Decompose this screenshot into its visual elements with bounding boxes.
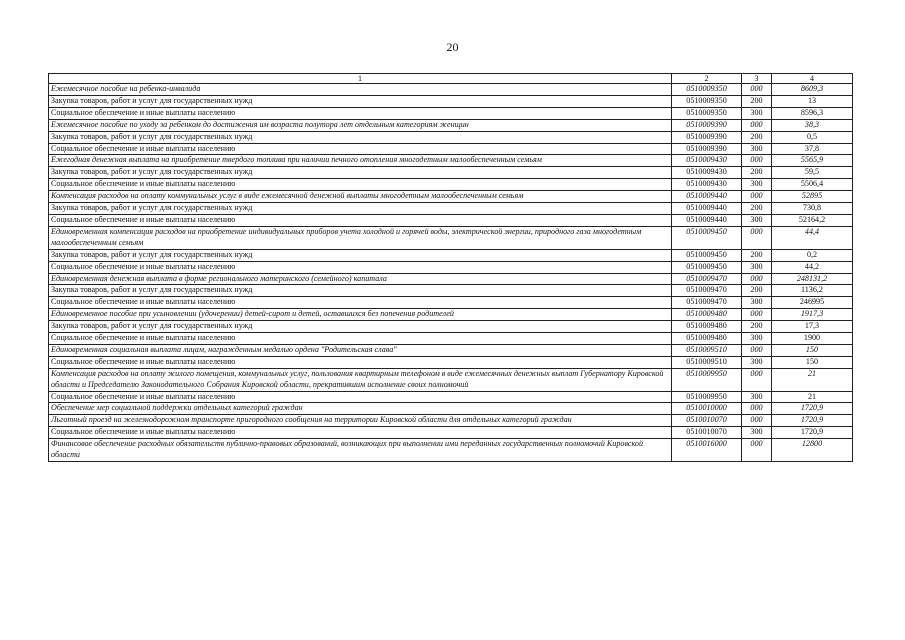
row-name-cell: Единовременная социальная выплата лицам, награжденным медалью ордена "Родительская слава" bbox=[49, 344, 672, 356]
row-code-cell: 0510010070 bbox=[672, 415, 742, 427]
table-row bbox=[49, 368, 853, 391]
row-type-cell: 000 bbox=[742, 439, 772, 462]
table-row bbox=[49, 143, 853, 155]
row-amount-cell: 37,8 bbox=[772, 143, 853, 155]
row-code-cell: 0510009470 bbox=[672, 285, 742, 297]
row-amount-cell: 1136,2 bbox=[772, 285, 853, 297]
row-amount-cell: 0,5 bbox=[772, 131, 853, 143]
row-name-cell: Ежемесячное пособие по уходу за ребенком до достижения им возраста полутора лет отдельным категориям женщин bbox=[49, 119, 672, 131]
table-row bbox=[49, 403, 853, 415]
row-amount-cell: 52895 bbox=[772, 191, 853, 203]
row-name-cell: Закупка товаров, работ и услуг для государственных нужд bbox=[49, 131, 672, 143]
row-code-cell: 0510009350 bbox=[672, 107, 742, 119]
table-row bbox=[49, 191, 853, 203]
row-type-cell: 000 bbox=[742, 119, 772, 131]
row-name-cell: Социальное обеспечение и иные выплаты населению bbox=[49, 333, 672, 345]
row-amount-cell: 1900 bbox=[772, 333, 853, 345]
row-code-cell: 0510009450 bbox=[672, 249, 742, 261]
row-amount-cell: 0,2 bbox=[772, 249, 853, 261]
table-row bbox=[49, 321, 853, 333]
row-amount-cell: 38,3 bbox=[772, 119, 853, 131]
row-type-cell: 000 bbox=[742, 155, 772, 167]
row-code-cell: 0510009440 bbox=[672, 203, 742, 215]
table-row bbox=[49, 155, 853, 167]
row-name-cell: Финансовое обеспечение расходных обязательств публично-правовых образований, возникающих при выполнении ими переданных государственных полномочий Кировской области bbox=[49, 439, 672, 462]
row-name-cell: Льготный проезд на железнодорожном транспорте пригородного сообщения на территории Кировской области для отдельных категорий граждан bbox=[49, 415, 672, 427]
row-type-cell: 300 bbox=[742, 391, 772, 403]
row-type-cell: 000 bbox=[742, 84, 772, 96]
row-code-cell: 0510009430 bbox=[672, 167, 742, 179]
row-name-cell: Социальное обеспечение и иные выплаты населению bbox=[49, 261, 672, 273]
row-name-cell: Социальное обеспечение и иные выплаты населению bbox=[49, 214, 672, 226]
row-name-cell: Социальное обеспечение и иные выплаты населению bbox=[49, 143, 672, 155]
row-type-cell: 300 bbox=[742, 261, 772, 273]
table-row bbox=[49, 309, 853, 321]
row-name-cell: Обеспечение мер социальной поддержки отдельных категорий граждан bbox=[49, 403, 672, 415]
header-cell: 1 bbox=[49, 74, 672, 84]
table-row bbox=[49, 356, 853, 368]
row-code-cell: 0510009470 bbox=[672, 297, 742, 309]
row-amount-cell: 13 bbox=[772, 95, 853, 107]
table-row bbox=[49, 391, 853, 403]
row-type-cell: 000 bbox=[742, 309, 772, 321]
row-code-cell: 0510009390 bbox=[672, 131, 742, 143]
row-amount-cell: 21 bbox=[772, 391, 853, 403]
row-amount-cell: 12800 bbox=[772, 439, 853, 462]
row-code-cell: 0510009390 bbox=[672, 143, 742, 155]
row-type-cell: 300 bbox=[742, 356, 772, 368]
row-type-cell: 300 bbox=[742, 333, 772, 345]
row-amount-cell: 248131,2 bbox=[772, 273, 853, 285]
row-type-cell: 200 bbox=[742, 203, 772, 215]
row-type-cell: 000 bbox=[742, 415, 772, 427]
row-amount-cell: 1720,9 bbox=[772, 403, 853, 415]
row-type-cell: 300 bbox=[742, 107, 772, 119]
row-amount-cell: 52164,2 bbox=[772, 214, 853, 226]
table-row bbox=[49, 273, 853, 285]
row-amount-cell: 59,5 bbox=[772, 167, 853, 179]
row-code-cell: 0510009440 bbox=[672, 191, 742, 203]
row-amount-cell: 1917,3 bbox=[772, 309, 853, 321]
row-code-cell: 0510009950 bbox=[672, 391, 742, 403]
row-type-cell: 300 bbox=[742, 214, 772, 226]
row-amount-cell: 5506,4 bbox=[772, 179, 853, 191]
row-code-cell: 0510009480 bbox=[672, 309, 742, 321]
page-number: 20 bbox=[446, 40, 459, 54]
table-row bbox=[49, 344, 853, 356]
row-name-cell: Единовременная компенсация расходов на приобретение индивидуальных приборов учета холодной и горячей воды, электрической энергии, природного газа многодетным малообеспеченным семьям bbox=[49, 226, 672, 249]
row-amount-cell: 44,2 bbox=[772, 261, 853, 273]
table-row bbox=[49, 333, 853, 345]
table-row bbox=[49, 297, 853, 309]
table-row bbox=[49, 427, 853, 439]
row-amount-cell: 150 bbox=[772, 344, 853, 356]
row-amount-cell: 246995 bbox=[772, 297, 853, 309]
table-row bbox=[49, 415, 853, 427]
row-type-cell: 200 bbox=[742, 249, 772, 261]
row-name-cell: Социальное обеспечение и иные выплаты населению bbox=[49, 297, 672, 309]
row-code-cell: 0510009430 bbox=[672, 155, 742, 167]
row-amount-cell: 5565,9 bbox=[772, 155, 853, 167]
row-code-cell: 0510009430 bbox=[672, 179, 742, 191]
row-name-cell: Закупка товаров, работ и услуг для государственных нужд bbox=[49, 249, 672, 261]
row-name-cell: Единовременное пособие при усыновлении (удочерении) детей-сирот и детей, оставшихся без попечения родителей bbox=[49, 309, 672, 321]
row-name-cell: Ежемесячное пособие на ребенка-инвалида bbox=[49, 84, 672, 96]
row-name-cell: Закупка товаров, работ и услуг для государственных нужд bbox=[49, 167, 672, 179]
table-row bbox=[49, 214, 853, 226]
row-name-cell: Закупка товаров, работ и услуг для государственных нужд bbox=[49, 321, 672, 333]
row-amount-cell: 150 bbox=[772, 356, 853, 368]
row-code-cell: 0510009350 bbox=[672, 95, 742, 107]
row-amount-cell: 21 bbox=[772, 368, 853, 391]
row-code-cell: 0510009480 bbox=[672, 321, 742, 333]
row-code-cell: 0510016000 bbox=[672, 439, 742, 462]
row-code-cell: 0510009350 bbox=[672, 84, 742, 96]
row-name-cell: Закупка товаров, работ и услуг для государственных нужд bbox=[49, 285, 672, 297]
table-row bbox=[49, 84, 853, 96]
row-name-cell: Социальное обеспечение и иные выплаты населению bbox=[49, 356, 672, 368]
row-type-cell: 000 bbox=[742, 344, 772, 356]
row-type-cell: 300 bbox=[742, 427, 772, 439]
table-row bbox=[49, 285, 853, 297]
table-row bbox=[49, 179, 853, 191]
header-cell: 2 bbox=[672, 74, 742, 84]
row-name-cell: Социальное обеспечение и иные выплаты населению bbox=[49, 179, 672, 191]
row-type-cell: 300 bbox=[742, 297, 772, 309]
row-amount-cell: 730,8 bbox=[772, 203, 853, 215]
row-code-cell: 0510010070 bbox=[672, 427, 742, 439]
row-type-cell: 200 bbox=[742, 167, 772, 179]
row-amount-cell: 1720,9 bbox=[772, 415, 853, 427]
table-row bbox=[49, 261, 853, 273]
row-name-cell: Компенсация расходов на оплату коммунальных услуг в виде ежемесячной денежной выплаты многодетным малообеспеченным семьям bbox=[49, 191, 672, 203]
row-name-cell: Социальное обеспечение и иные выплаты населению bbox=[49, 107, 672, 119]
row-amount-cell: 8609,3 bbox=[772, 84, 853, 96]
row-name-cell: Закупка товаров, работ и услуг для государственных нужд bbox=[49, 203, 672, 215]
row-type-cell: 200 bbox=[742, 285, 772, 297]
row-type-cell: 000 bbox=[742, 273, 772, 285]
row-type-cell: 300 bbox=[742, 143, 772, 155]
row-code-cell: 0510009470 bbox=[672, 273, 742, 285]
table-row bbox=[49, 119, 853, 131]
row-code-cell: 0510009390 bbox=[672, 119, 742, 131]
row-name-cell: Единовременная денежная выплата в форме регионального материнского (семейного) капитала bbox=[49, 273, 672, 285]
row-type-cell: 200 bbox=[742, 131, 772, 143]
table-row bbox=[49, 131, 853, 143]
row-code-cell: 0510009480 bbox=[672, 333, 742, 345]
row-amount-cell: 44,4 bbox=[772, 226, 853, 249]
table-row bbox=[49, 439, 853, 462]
row-amount-cell: 1720,9 bbox=[772, 427, 853, 439]
row-name-cell: Компенсация расходов на оплату жилого помещения, коммунальных услуг, пользования квартирным телефоном в виде ежемесячных денежных выплат Губернатору Кировской области и Председателю Законодательного Собрания Кировской области, прекратившим исполнение своих полномочий bbox=[49, 368, 672, 391]
row-code-cell: 0510009950 bbox=[672, 368, 742, 391]
table-row bbox=[49, 203, 853, 215]
row-code-cell: 0510009450 bbox=[672, 226, 742, 249]
table-header-row bbox=[49, 74, 853, 84]
row-type-cell: 000 bbox=[742, 368, 772, 391]
table-row bbox=[49, 249, 853, 261]
row-name-cell: Социальное обеспечение и иные выплаты населению bbox=[49, 427, 672, 439]
row-name-cell: Ежегодная денежная выплата на приобретение твердого топлива при наличии печного отопления многодетным малообеспеченным семьям bbox=[49, 155, 672, 167]
header-cell: 4 bbox=[772, 74, 853, 84]
row-code-cell: 0510009450 bbox=[672, 261, 742, 273]
row-code-cell: 0510009510 bbox=[672, 344, 742, 356]
table-row bbox=[49, 226, 853, 249]
row-type-cell: 300 bbox=[742, 179, 772, 191]
row-type-cell: 200 bbox=[742, 321, 772, 333]
header-cell: 3 bbox=[742, 74, 772, 84]
row-type-cell: 200 bbox=[742, 95, 772, 107]
row-type-cell: 000 bbox=[742, 226, 772, 249]
row-code-cell: 0510009440 bbox=[672, 214, 742, 226]
table-row bbox=[49, 107, 853, 119]
row-name-cell: Закупка товаров, работ и услуг для государственных нужд bbox=[49, 95, 672, 107]
row-amount-cell: 17,3 bbox=[772, 321, 853, 333]
row-type-cell: 000 bbox=[742, 403, 772, 415]
row-name-cell: Социальное обеспечение и иные выплаты населению bbox=[49, 391, 672, 403]
row-code-cell: 0510010000 bbox=[672, 403, 742, 415]
row-code-cell: 0510009510 bbox=[672, 356, 742, 368]
budget-table bbox=[48, 73, 853, 462]
table-row bbox=[49, 95, 853, 107]
table-row bbox=[49, 167, 853, 179]
row-amount-cell: 8596,3 bbox=[772, 107, 853, 119]
row-type-cell: 000 bbox=[742, 191, 772, 203]
